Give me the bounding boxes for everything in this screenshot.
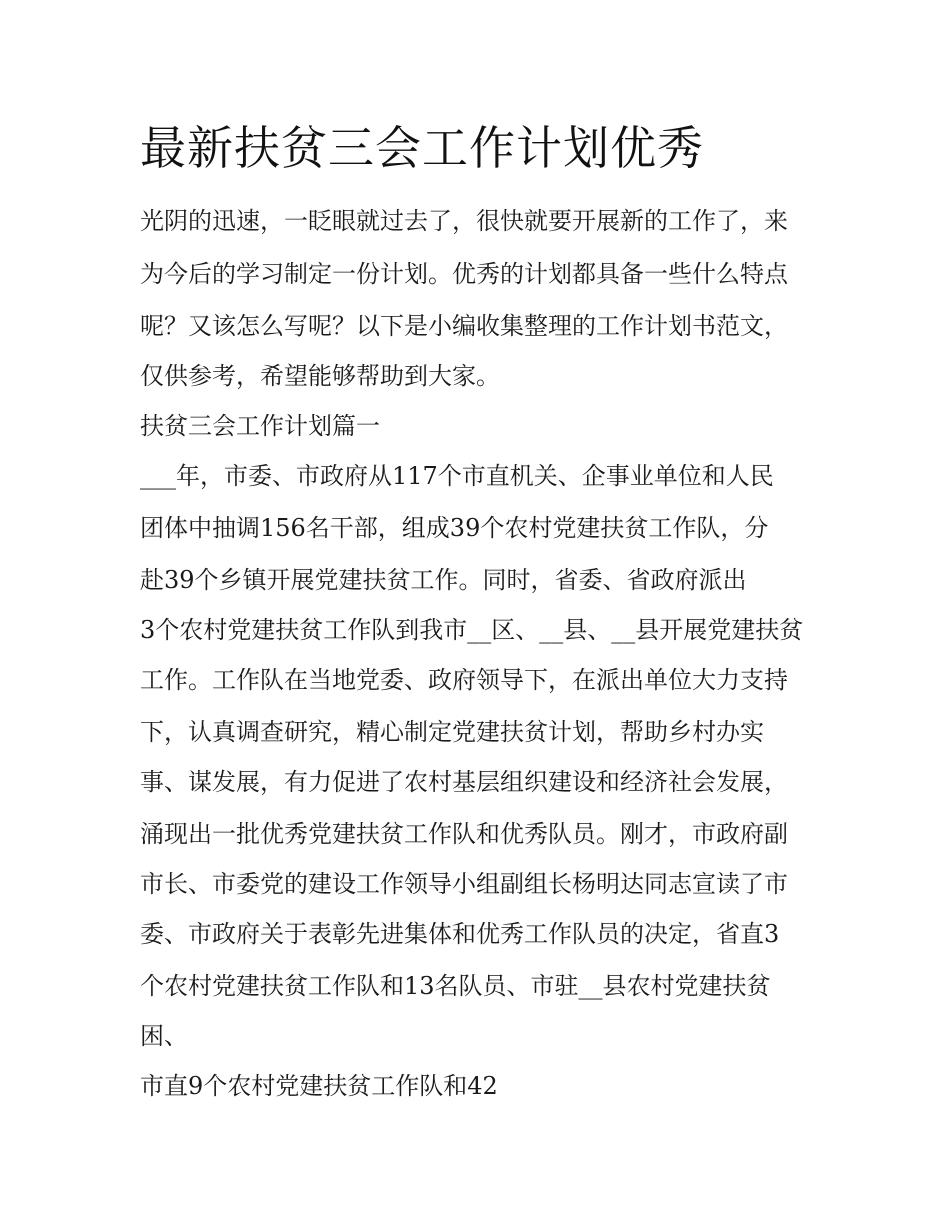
paragraph-line: 事、谋发展，有力促进了农村基层组织建设和经济社会发展， (140, 768, 788, 796)
paragraph-line: ___年，市委、市政府从117个市直机关、企事业单位和人民 (140, 462, 774, 490)
paragraph-line: 个农村党建扶贫工作队和13名队员、市驻__县农村党建扶贫 (140, 972, 771, 1000)
paragraph-line: 下，认真调查研究，精心制定党建扶贫计划，帮助乡村办实 (140, 718, 764, 746)
paragraph-line: 为今后的学习制定一份计划。优秀的计划都具备一些什么特点 (140, 260, 788, 288)
paragraph-line: 呢？又该怎么写呢？以下是小编收集整理的工作计划书范文， (140, 312, 788, 340)
paragraph-line: 3个农村党建扶贫工作队到我市__区、__县、__县开展党建扶贫 (140, 616, 804, 644)
paragraph-line: 光阴的迅速，一眨眼就过去了，很快就要开展新的工作了，来 (140, 207, 788, 235)
paragraph-line: 团体中抽调156名干部，组成39个农村党建扶贫工作队，分 (140, 514, 769, 542)
paragraph-line: 市长、市委党的建设工作领导小组副组长杨明达同志宣读了市 (140, 870, 788, 898)
paragraph-line: 仅供参考，希望能够帮助到大家。 (140, 362, 500, 390)
document-title: 最新扶贫三会工作计划优秀 (140, 121, 704, 175)
paragraph-line: 工作。工作队在当地党委、政府领导下，在派出单位大力支持 (140, 666, 788, 694)
paragraph-line: 涌现出一批优秀党建扶贫工作队和优秀队员。刚才，市政府副 (140, 820, 788, 848)
paragraph-line: 困、 (140, 1022, 188, 1050)
paragraph-line: 委、市政府关于表彰先进集体和优秀工作队员的决定，省直3 (140, 920, 780, 948)
paragraph-line: 赴39个乡镇开展党建扶贫工作。同时，省委、省政府派出 (140, 566, 747, 594)
paragraph-line: 市直9个农村党建扶贫工作队和42 (140, 1072, 498, 1100)
section-heading: 扶贫三会工作计划篇一 (140, 412, 380, 440)
